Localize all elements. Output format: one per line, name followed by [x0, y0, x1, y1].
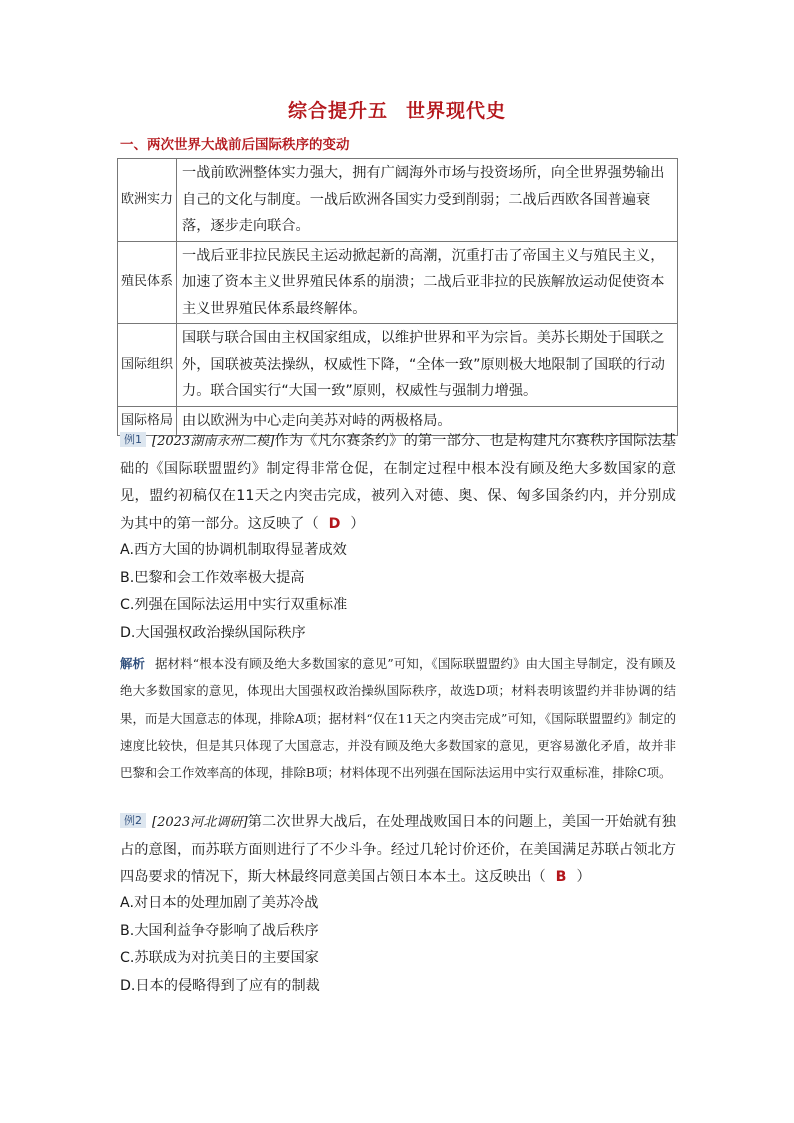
example-1-stem: 作为《凡尔赛条约》的第一部分、也是构建凡尔赛秩序国际法基础的《国际联盟盟约》制定得非常仓促，在制定过程中根本没有顾及绝大多数国家的意见，盟约初稿仅在11天之内突击完成，被列入对德、奥、保、匈多国条约内，并分别成为其中的第一部分。这反映了（ [120, 433, 676, 532]
option-c: C.苏联成为对抗美日的主要国家 [120, 950, 319, 966]
table-row [118, 324, 678, 407]
row-value: 一战后亚非拉民族民主运动掀起新的高潮，沉重打击了帝国主义与殖民主义，加速了资本主义世界殖民体系的崩溃；二战后亚非拉的民族解放运动促使资本主义世界殖民体系最终解体。 [177, 241, 678, 324]
title-sub: 世界现代史 [406, 100, 507, 122]
row-key: 国际格局 [118, 406, 177, 436]
analysis-label: 解析 [120, 656, 146, 671]
example-2-answer: B [555, 869, 567, 885]
option-a: A.西方大国的协调机制取得显著成效 [120, 542, 347, 558]
option-b: B.巴黎和会工作效率极大提高 [120, 569, 305, 586]
row-key: 殖民体系 [118, 241, 177, 324]
table-row [118, 241, 678, 324]
example-2-close: ） [576, 869, 591, 885]
example-1-options [120, 537, 347, 647]
row-value: 一战前欧洲整体实力强大，拥有广阔海外市场与投资场所，向全世界强势输出自己的文化与制度。一战后欧洲各国实力受到削弱；二战后西欧各国普遍衰落，逐步走向联合。 [177, 159, 678, 242]
row-value: 国联与联合国由主权国家组成，以维护世界和平为宗旨。美苏长期处于国联之外，国联被英法操纵，权威性下降，“全体一致”原则极大地限制了国联的行动力。联合国实行“大国一致”原则，权威性与强制力增强。 [177, 324, 678, 407]
page-title [0, 96, 794, 123]
analysis-block [120, 650, 676, 786]
row-key: 国际组织 [118, 324, 177, 407]
option-a: A.对日本的处理加剧了美苏冷战 [120, 895, 319, 911]
example-1-source: [2023湖南永州二模] [152, 434, 275, 449]
analysis-text: 据材料“根本没有顾及绝大多数国家的意见”可知，《国际联盟盟约》由大国主导制定，没有顾及绝大多数国家的意见，体现出大国强权政治操纵国际秩序，故选D项；材料表明该盟约并非协调的结果，而是大国意志的体现，排除A项；据材料“仅在11天之内突击完成”可知，《国际联盟盟约》制定的速度比较快，但是其只体现了大国意志，并没有顾及绝大多数国家的意见，更容易激化矛盾，故并非巴黎和会工作效率高的体现，排除B项；材料体现不出列强在国际法运用中实行双重标准，排除C项。 [120, 656, 677, 781]
example-2-tag: 例2 [120, 813, 146, 828]
example-1-answer: D [328, 515, 341, 532]
option-c: C.列强在国际法运用中实行双重标准 [120, 597, 348, 613]
example-1-question [120, 428, 676, 538]
row-key: 欧洲实力 [118, 159, 177, 242]
option-d: D.大国强权政治操纵国际秩序 [120, 624, 306, 641]
example-2-options [120, 890, 320, 1000]
summary-table [117, 158, 678, 436]
example-1-tag: 例1 [120, 432, 146, 447]
option-b: B.大国利益争夺影响了战后秩序 [120, 922, 319, 939]
section-heading: 一、两次世界大战前后国际秩序的变动 [120, 137, 350, 153]
row-value: 由以欧洲为中心走向美苏对峙的两极格局。 [177, 406, 678, 436]
example-2-question [120, 809, 676, 892]
example-2-stem: 第二次世界大战后，在处理战败国日本的问题上，美国一开始就有独占的意图，而苏联方面则进行了不少斗争。经过几轮讨价还价，在美国满足苏联占领北方四岛要求的情况下，斯大林最终同意美国占领日本本土。这反映出（ [120, 814, 676, 885]
example-1-close: ） [350, 515, 365, 532]
option-d: D.日本的侵略得到了应有的制裁 [120, 977, 320, 994]
table-row [118, 159, 678, 242]
example-2-source: [2023河北调研] [152, 815, 248, 830]
title-main: 综合提升五 [287, 100, 388, 122]
